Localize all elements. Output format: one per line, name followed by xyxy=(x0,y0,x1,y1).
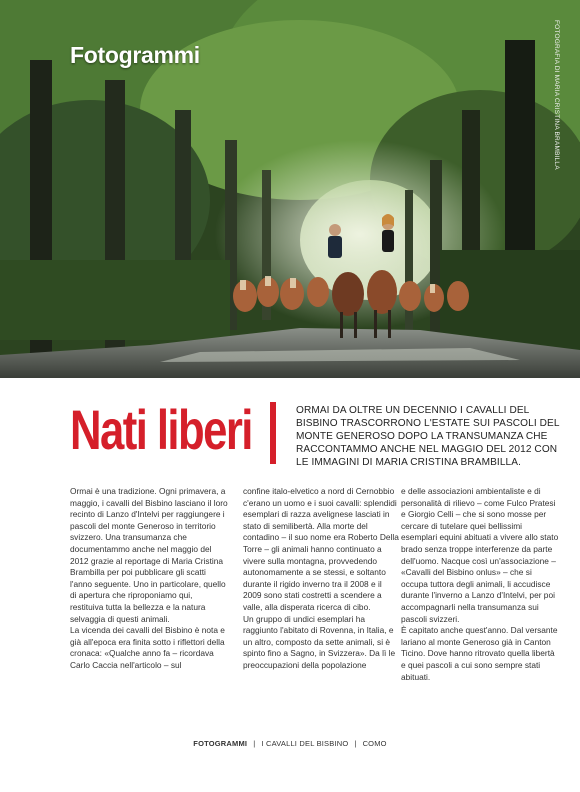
footer-place: COMO xyxy=(362,739,387,748)
page-footer xyxy=(0,739,580,748)
title-divider xyxy=(270,402,276,464)
body-paragraph: confine italo-elvetico a nord di Cernobbio c'erano un uomo e i suoi cavalli: splendidi esemplari di razza avelignese lasciati in stato di semilibertà. Alla morte del contadino – il suo nome era Roberto Della Torre – gli animali hanno continuato a vivere sulla montagna, provvedendo autonomamente a se stessi, e soltanto durante il rigido inverno tra il 2008 e il 2009 sono stati costretti a scendere a valle, alla disperata ricerca di cibo. xyxy=(243,486,399,612)
body-paragraph: La vicenda dei cavalli del Bisbino è nota e già all'epoca era finita sotto i riflettori della cronaca: «Qualche anno fa – ricordava Carlo Caccia nell'articolo – sul xyxy=(70,625,225,670)
body-column-3 xyxy=(401,486,559,683)
body-column-1 xyxy=(70,486,228,672)
article-title: Nati liberi xyxy=(70,398,252,461)
article-lead: ORMAI DA OLTRE UN DECENNIO I CAVALLI DEL BISBINO TRASCORRONO L'ESTATE SUI PASCOLI DEL MONTE GENEROSO DOPO LA TRANSUMANZA CHE RACCONTAMMO ANCHE NEL MAGGIO DEL 2012 CON LE IMMAGINI DI MARIA CRISTINA BRAMBILLA. xyxy=(296,405,560,468)
hero-photo xyxy=(0,0,580,378)
body-paragraph: Ormai è una tradizione. Ogni primavera, a maggio, i cavalli del Bisbino lasciano il loro recinto di Lanzo d'Intelvi per raggiungere i pascoli del monte Generoso in territorio svizzero. Una transumanza che documentammo anche nel maggio del 2012 grazie al reportage di Maria Cristina Brambilla per poi pubblicare gli scatti l'anno seguente. Uno in particolare, quello di apertura che riproponiamo qui, restituiva tutta la bellezza e la natura selvaggia di questi animali. xyxy=(70,486,228,624)
body-paragraph: Un gruppo di undici esemplari ha raggiunto l'abitato di Rovenna, in Italia, e un altro, composto da sette animali, si è spinto fino a Sagno, in Svizzera». Da lì le preoccupazioni della popolazione xyxy=(243,613,396,670)
section-label: Fotogrammi xyxy=(70,42,200,68)
footer-section: FOTOGRAMMI xyxy=(193,739,248,748)
footer-article: I CAVALLI DEL BISBINO xyxy=(261,739,349,748)
body-column-2 xyxy=(243,486,401,672)
photo-credit: FOTOGRAFIA DI MARIA CRISTINA BRAMBILLA xyxy=(553,20,560,170)
body-paragraph: È capitato anche quest'anno. Dal versante lariano al monte Generoso già in Canton Ticino. Dove hanno ritrovato quella libertà e quei pascoli a cui sono sempre stati abituati. xyxy=(401,625,558,682)
body-paragraph: e delle associazioni ambientaliste e di personalità di rilievo – come Fulco Pratesi e Giorgio Celli – che si sono mosse per cercare di tutelare quei bellissimi esemplari equini abituati a vivere allo stato brado senza troppe interferenze da parte dell'uomo. Nacque così un'associazione – «Cavalli del Bisbino onlus» – che si occupa tuttora degli animali, li accudisce durante l'inverno a Lanzo d'Intelvi, per poi accompagnarli nella transumanza sui pascoli svizzeri. xyxy=(401,486,559,624)
footer-separator: | xyxy=(253,739,256,748)
footer-separator: | xyxy=(354,739,357,748)
